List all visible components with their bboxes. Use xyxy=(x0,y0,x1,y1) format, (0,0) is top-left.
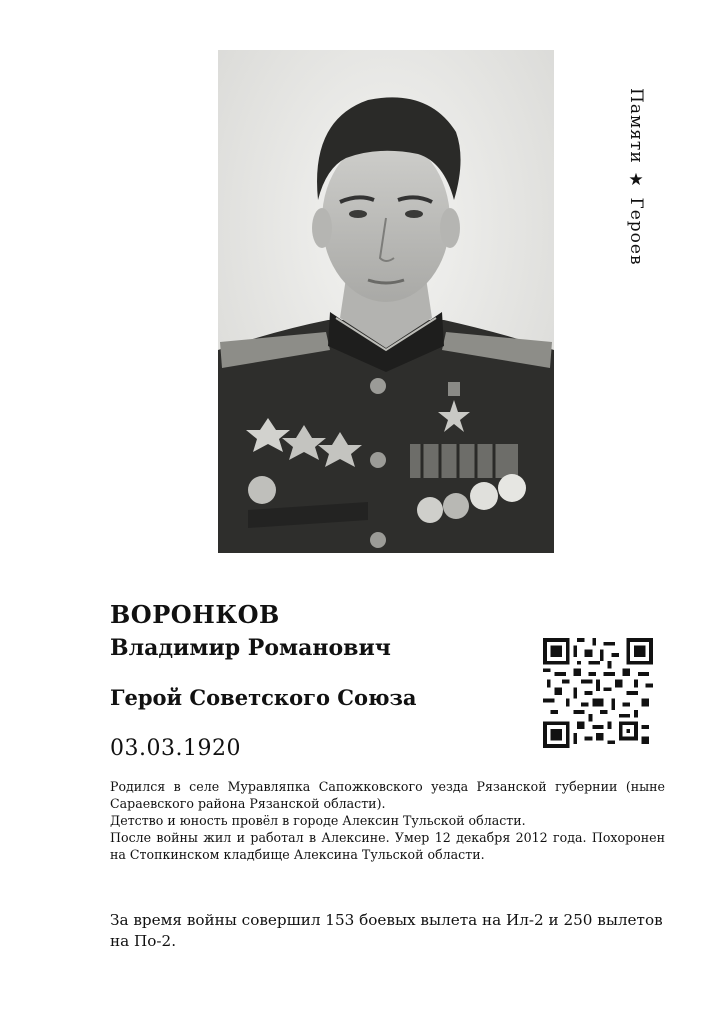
portrait-photo xyxy=(218,50,554,553)
biography xyxy=(110,778,665,863)
bio-paragraph: Детство и юность провёл в городе Алексин Тульской области. xyxy=(110,813,526,828)
bio-paragraph: Родился в селе Муравляпка Сапожковского уезда Рязанской губернии (ныне Сараевского района Рязанской области). xyxy=(110,779,665,811)
bio-paragraph: После войны жил и работал в Алексине. Умер 12 декабря 2012 года. Похоронен на Стопкинском кладбище Алексина Тульской области. xyxy=(110,830,665,862)
hero-title: Герой Советского Союза xyxy=(110,685,417,710)
birth-date: 03.03.1920 xyxy=(110,736,241,761)
side-label: Памяти ★ Героев xyxy=(626,88,646,266)
surname: ВОРОНКОВ xyxy=(110,600,280,629)
qr-code[interactable] xyxy=(543,638,653,748)
combat-note: За время войны совершил 153 боевых вылета на Ил-2 и 250 вылетов на По-2. xyxy=(110,911,663,950)
given-names: Владимир Романович xyxy=(110,635,391,661)
